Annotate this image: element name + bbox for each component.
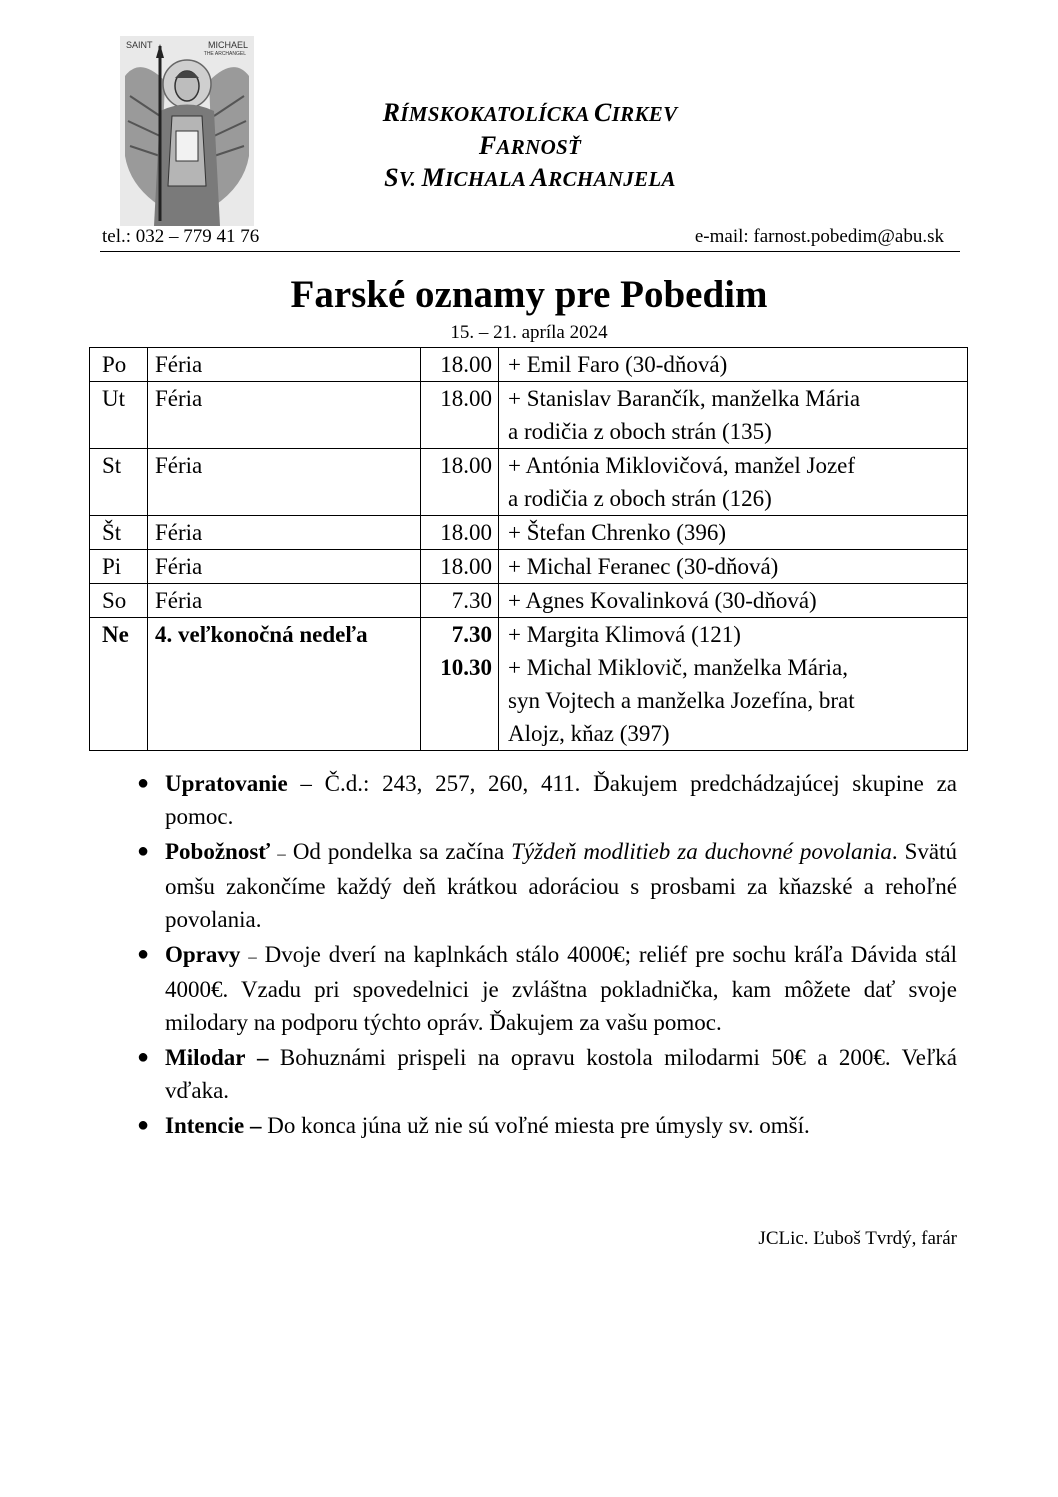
time-cell: 18.00 [421,516,499,550]
intent-cell [499,348,968,382]
intent-cell [499,584,968,618]
org-line-3: SV. MICHALA ARCHANJELA [384,163,676,192]
email-address: e-mail: farnost.pobedim@abu.sk [694,226,944,247]
list-item [131,1041,957,1107]
intent-line: + Emil Faro (30-dňová) [508,352,728,377]
intent-line: + Michal Miklovič, manželka Mária, [508,655,848,680]
signature: JCLic. Ľuboš Tvrdý, farár [758,1228,957,1249]
time-cell: 7.30 [421,584,499,618]
note-separator: – [248,947,257,966]
table-row [90,449,968,516]
desc-cell: Féria [148,516,421,550]
day-cell: So [90,584,148,618]
bullet-icon: ● [137,772,150,794]
note-italic-text: Týždeň modlitieb za duchovné povolania [511,839,892,864]
logo-text-sub: THE ARCHANGEL [203,51,246,57]
table-row [90,348,968,382]
phone-number: tel.: 032 – 779 41 76 [102,226,260,247]
intent-cell [499,618,968,751]
note-separator: – [256,1045,269,1070]
table-row [90,382,968,449]
intent-line: Alojz, kňaz (397) [508,721,670,746]
table-row [90,584,968,618]
bullet-icon: ● [137,1114,150,1136]
note-text: Č.d.: 243, 257, 260, 411. Ďakujem predchádzajúcej skupine za pomoc. [165,771,958,829]
intent-line: + Michal Feranec (30-dňová) [508,554,779,579]
note-text: Dvoje dverí na kaplnkách stálo 4000€; reliéf pre sochu kráľa Dávida stál 4000€. Vzadu pri spovedelnici je zvláštna pokladnička, kam môžete dať svoje milodary na podporu týchto opráv. Ďakujem za vašu pomoc. [165,942,958,1035]
time-cell: 18.00 [421,550,499,584]
day-cell: Po [90,348,148,382]
logo-text-right: MICHAEL [207,40,248,50]
desc-cell: Féria [148,449,421,516]
list-item [131,835,957,936]
note-text: Do konca júna už nie sú voľné miesta pre úmysly sv. omší. [267,1113,810,1138]
desc-cell: Féria [148,382,421,449]
intent-line: + Antónia Miklovičová, manžel Jozef [508,453,856,478]
note-label: Upratovanie [165,771,288,796]
time-cell [421,618,499,751]
intent-line: a rodičia z oboch strán (126) [508,486,772,511]
day-cell: Št [90,516,148,550]
bullet-icon: ● [137,943,150,965]
note-label: Opravy [165,942,241,967]
mass-schedule-table [89,347,968,751]
desc-cell: 4. veľkonočná nedeľa [148,618,421,751]
day-cell: Pi [90,550,148,584]
intent-cell [499,382,968,449]
intent-line: + Stanislav Barančík, manželka Mária [508,386,861,411]
time-cell: 18.00 [421,449,499,516]
intent-cell [499,516,968,550]
saint-michael-icon [120,36,254,226]
day-cell: Ut [90,382,148,449]
intent-line: + Agnes Kovalinková (30-dňová) [508,588,817,613]
desc-cell: Féria [148,348,421,382]
intent-line: syn Vojtech a manželka Jozefína, brat [508,688,855,713]
announcements-list [131,767,957,1144]
desc-cell: Féria [148,584,421,618]
note-label: Pobožnosť [165,839,271,864]
note-text: Od pondelka sa začína [292,839,505,864]
intent-cell [499,550,968,584]
table-row [90,516,968,550]
list-item [131,1109,957,1142]
time-cell: 18.00 [421,382,499,449]
note-label: Intencie [165,1113,245,1138]
date-range: 15. – 21. apríla 2024 [450,322,608,343]
intent-line: + Štefan Chrenko (396) [508,520,727,545]
bullet-icon: ● [137,840,150,862]
intent-cell [499,449,968,516]
note-separator: – [300,771,312,796]
org-line-2: FARNOSŤ [478,131,582,160]
note-text: . Svätú omšu zakončíme každý deň krátkou adoráciou s prosbami za kňazské a rehoľné povolania. [165,839,957,932]
list-item [131,938,957,1039]
table-row [90,550,968,584]
table-row [90,618,968,751]
page-title: Farské oznamy pre Pobedim [290,273,768,316]
bullet-icon: ● [137,1046,150,1068]
note-text: Bohuznámi prispeli na opravu kostola milodarmi 50€ a 200€. Veľká vďaka. [165,1045,957,1103]
note-separator: – [249,1113,262,1138]
list-item [131,767,957,833]
intent-line: a rodičia z oboch strán (135) [508,419,772,444]
logo-text-left: SAINT [126,40,153,50]
day-cell: Ne [90,618,148,751]
org-line-1: RÍMSKOKATOLÍCKA CIRKEV [382,98,678,127]
time-value: 7.30 [451,622,492,647]
time-value: 10.30 [440,655,492,680]
note-separator: – [277,844,286,863]
intent-line: + Margita Klimová (121) [508,622,741,647]
note-label: Milodar [165,1045,246,1070]
time-cell: 18.00 [421,348,499,382]
header-divider [100,251,960,252]
day-cell: St [90,449,148,516]
desc-cell: Féria [148,550,421,584]
